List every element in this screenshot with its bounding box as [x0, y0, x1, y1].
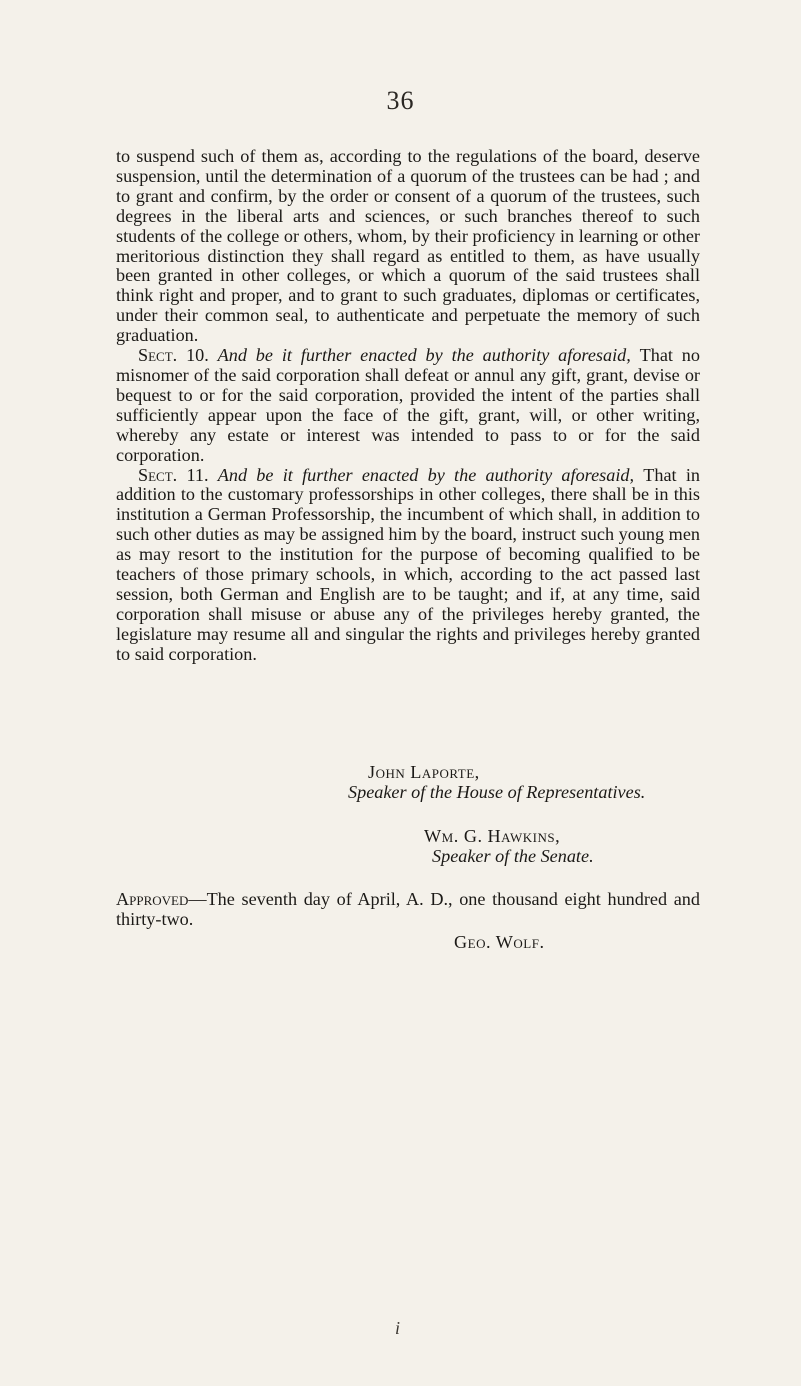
- approval-line: [116, 889, 700, 929]
- section-10-heading: Sect. 10.: [138, 345, 218, 366]
- section-10-text: That no misnomer of the said corporation shall defeat or annul any gift, grant, devise or bequest to or for the said corporation, provided the intent of the parties shall sufficiently appear upon the face of the gift, grant, will, or other writing, whereby any estate or interest was intended to pass to or for the said corporation.: [116, 345, 700, 465]
- approval-lead: Approved: [116, 889, 189, 909]
- section-10-enacting-clause: And be it further enacted by the authority aforesaid,: [217, 345, 640, 366]
- section-11-text: That in addition to the customary professorships in other colleges, there shall be in this institution a German Professorship, the incumbent of which shall, in addition to such other duties as may be assigned him by the board, instruct such young men as may resort to the institution for the purpose of becoming qualified to be teachers of those primary schools, in which, according to the act passed last session, both German and English are to be taught; and if, at any time, said corporation shall misuse or abuse any of the privileges hereby granted, the legislature may resume all and singular the rights and privileges hereby granted to said corporation.: [116, 464, 700, 664]
- paragraph-continuation: to suspend such of them as, according to the regulations of the board, deserve suspension, until the determination of a quorum of the trustees can be had ; and to grant and confirm, by the order or consent of a quorum of the trustees, such degrees in the liberal arts and sciences, or such branches thereof to such students of the college or others, whom, by their proficiency in learning or other meritorious distinction they shall regard as entitled to them, as have usually been granted in other colleges, or which a quorum of the said trustees shall think right and proper, and to grant to such graduates, diplomas or certificates, under their common seal, to authenticate and perpetuate the memory of such graduation.: [116, 146, 700, 346]
- section-10: [116, 346, 700, 465]
- section-11: [116, 466, 700, 665]
- speaker-house-title: Speaker of the House of Representatives.: [348, 782, 646, 802]
- signature-governor: [116, 932, 700, 952]
- page-number: 36: [386, 86, 415, 115]
- document-body: [116, 147, 700, 665]
- speaker-senate-title: Speaker of the Senate.: [432, 846, 594, 866]
- speaker-senate-name: Wm. G. Hawkins,: [424, 826, 561, 846]
- speaker-house-name: John Laporte,: [368, 762, 480, 782]
- approval-text: —The seventh day of April, A. D., one thousand eight hundred and thirty-two.: [116, 889, 700, 929]
- section-11-enacting-clause: And be it further enacted by the authority aforesaid,: [217, 464, 644, 485]
- section-11-heading: Sect. 11.: [138, 464, 218, 485]
- signature-speaker-senate: [116, 826, 700, 866]
- governor-name: Geo. Wolf.: [454, 932, 545, 952]
- stray-mark: i: [395, 1318, 401, 1338]
- signature-speaker-house: [116, 762, 700, 802]
